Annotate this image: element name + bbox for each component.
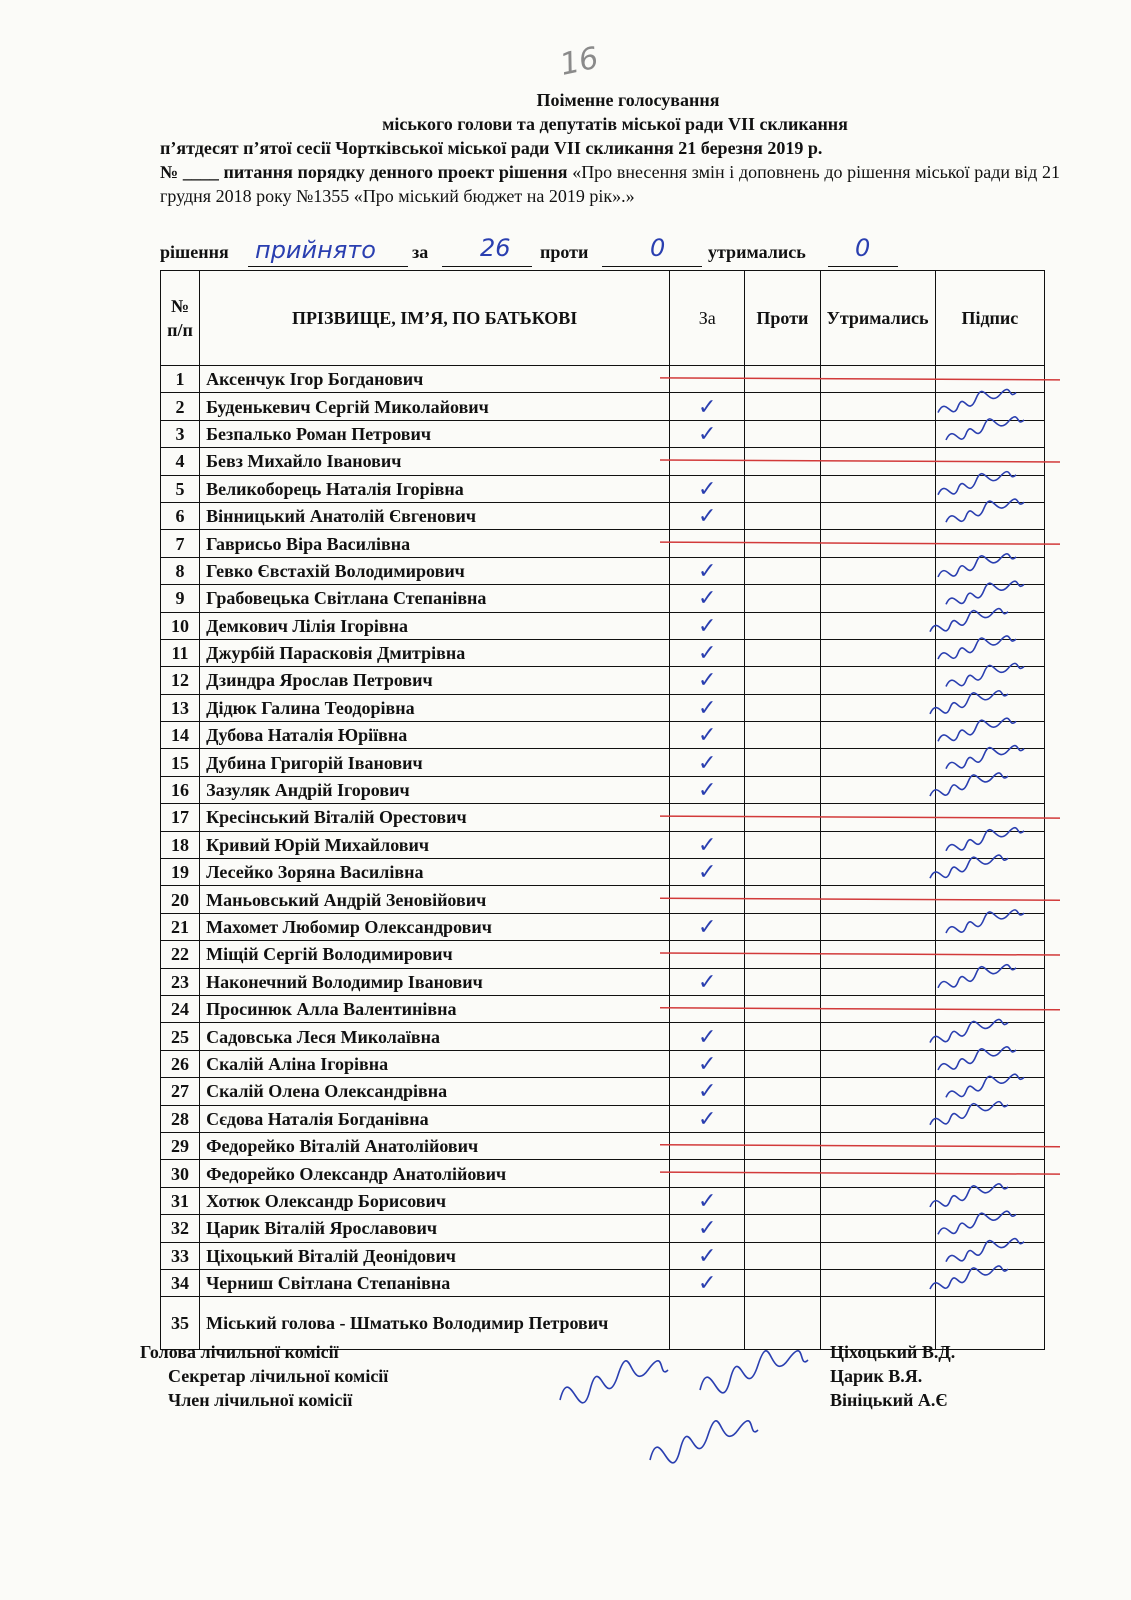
table-row [161, 804, 1045, 831]
table-row [161, 1105, 1045, 1132]
document-header [160, 88, 1060, 208]
table-row [161, 420, 1045, 447]
row-vote-abstained [820, 776, 935, 803]
row-number: 23 [161, 968, 200, 995]
row-vote-against [745, 776, 820, 803]
row-vote-abstained [820, 1187, 935, 1214]
secretary-role: Секретар лічильної комісії [168, 1366, 389, 1386]
table-row [161, 366, 1045, 393]
row-signature [935, 859, 1044, 886]
row-name: Буденькевич Сергій Миколайович [200, 393, 670, 420]
row-signature [935, 1215, 1044, 1242]
row-vote-abstained [820, 393, 935, 420]
table-row [161, 1023, 1045, 1050]
row-number: 4 [161, 448, 200, 475]
row-name: Махомет Любомир Олександрович [200, 913, 670, 940]
row-signature [935, 530, 1044, 557]
row-name: Великоборець Наталія Ігорівна [200, 475, 670, 502]
row-vote-against [745, 1023, 820, 1050]
row-number: 14 [161, 722, 200, 749]
table-row [161, 1160, 1045, 1187]
row-name: Дубина Григорій Іванович [200, 749, 670, 776]
row-signature [935, 941, 1044, 968]
row-vote-against [745, 1160, 820, 1187]
row-vote-abstained [820, 612, 935, 639]
row-signature [935, 1050, 1044, 1077]
row-vote-for: ✓ [670, 667, 745, 694]
header-against: Проти [745, 271, 820, 366]
row-vote-abstained [820, 995, 935, 1022]
row-vote-for: ✓ [670, 1023, 745, 1050]
row-vote-against [745, 1050, 820, 1077]
row-vote-against [745, 366, 820, 393]
row-number: 11 [161, 639, 200, 666]
row-vote-abstained [820, 366, 935, 393]
row-vote-for [670, 941, 745, 968]
row-signature [935, 776, 1044, 803]
header-abstained: Утримались [820, 271, 935, 366]
row-vote-abstained [820, 831, 935, 858]
header-signature: Підпис [935, 271, 1044, 366]
row-vote-against [745, 585, 820, 612]
row-vote-against [745, 612, 820, 639]
row-vote-abstained [820, 420, 935, 447]
row-vote-for [670, 1160, 745, 1187]
row-vote-against [745, 804, 820, 831]
row-vote-abstained [820, 1105, 935, 1132]
row-number: 28 [161, 1105, 200, 1132]
table-row [161, 968, 1045, 995]
row-vote-for: ✓ [670, 639, 745, 666]
row-name: Скалій Олена Олександрівна [200, 1078, 670, 1105]
row-vote-against [745, 1187, 820, 1214]
row-vote-against [745, 1132, 820, 1159]
row-signature [935, 1187, 1044, 1214]
row-vote-for: ✓ [670, 585, 745, 612]
table-row [161, 448, 1045, 475]
row-name: Гевко Євстахій Володимирович [200, 557, 670, 584]
row-vote-abstained [820, 1050, 935, 1077]
row-vote-for: ✓ [670, 1187, 745, 1214]
table-row [161, 722, 1045, 749]
header-num: № п/п [161, 271, 200, 366]
row-name: Ціхоцький Віталій Деонідович [200, 1242, 670, 1269]
row-signature [935, 612, 1044, 639]
row-name: Кривий Юрій Михайлович [200, 831, 670, 858]
commission-signature [560, 1361, 668, 1403]
table-row [161, 831, 1045, 858]
table-row [161, 694, 1045, 721]
row-vote-against [745, 859, 820, 886]
table-row [161, 475, 1045, 502]
row-signature [935, 968, 1044, 995]
document-subtitle: міського голови та депутатів міської ради VII скликання [382, 114, 848, 134]
row-vote-for [670, 448, 745, 475]
row-vote-against [745, 941, 820, 968]
against-value: 0 [650, 234, 666, 262]
row-number: 5 [161, 475, 200, 502]
table-row [161, 1132, 1045, 1159]
chair-role: Голова лічильної комісії [140, 1342, 339, 1362]
row-vote-against [745, 420, 820, 447]
table-row [161, 667, 1045, 694]
row-number: 20 [161, 886, 200, 913]
chair-name: Ціхоцький В.Д. [830, 1342, 956, 1362]
header-for: За [670, 271, 745, 366]
row-name: Кресінський Віталій Орестович [200, 804, 670, 831]
row-vote-against [745, 475, 820, 502]
question-prefix: № ____ питання порядку денного проект рішення [160, 162, 573, 182]
decision-value: прийнято [255, 236, 376, 264]
row-vote-abstained [820, 1269, 935, 1296]
row-signature [935, 995, 1044, 1022]
row-signature [935, 694, 1044, 721]
row-vote-against [745, 968, 820, 995]
row-number: 29 [161, 1132, 200, 1159]
row-number: 26 [161, 1050, 200, 1077]
row-vote-against [745, 393, 820, 420]
row-vote-against [745, 1105, 820, 1132]
for-label: за [412, 242, 429, 262]
table-row [161, 1269, 1045, 1296]
row-vote-against [745, 831, 820, 858]
abstained-label: утримались [708, 242, 806, 262]
row-vote-for [670, 530, 745, 557]
row-name: Черниш Світлана Степанівна [200, 1269, 670, 1296]
row-vote-abstained [820, 667, 935, 694]
table-row [161, 776, 1045, 803]
row-vote-abstained [820, 941, 935, 968]
secretary-name: Царик В.Я. [830, 1366, 923, 1386]
question-text: «Про внесення змін і доповнень до рішення міської ради від 21 грудня 2018 року №1355 «Про міський бюджет на 2019 рік».» [160, 162, 1060, 206]
row-name: Зазуляк Андрій Ігорович [200, 776, 670, 803]
row-signature [935, 502, 1044, 529]
row-vote-abstained [820, 1215, 935, 1242]
row-vote-for: ✓ [670, 968, 745, 995]
row-name: Бевз Михайло Іванович [200, 448, 670, 475]
row-vote-for: ✓ [670, 1078, 745, 1105]
row-number: 13 [161, 694, 200, 721]
row-signature [935, 448, 1044, 475]
row-vote-abstained [820, 1132, 935, 1159]
row-vote-against [745, 1215, 820, 1242]
row-vote-for [670, 886, 745, 913]
row-signature [935, 475, 1044, 502]
row-signature [935, 1078, 1044, 1105]
row-number: 3 [161, 420, 200, 447]
row-vote-abstained [820, 886, 935, 913]
row-vote-for: ✓ [670, 1269, 745, 1296]
row-name: Міський голова - Шматько Володимир Петрович [200, 1297, 670, 1350]
row-number: 34 [161, 1269, 200, 1296]
row-signature [935, 1242, 1044, 1269]
row-name: Наконечний Володимир Іванович [200, 968, 670, 995]
row-signature [935, 366, 1044, 393]
row-vote-abstained [820, 968, 935, 995]
row-vote-against [745, 886, 820, 913]
table-row [161, 913, 1045, 940]
table-row [161, 1078, 1045, 1105]
row-vote-for: ✓ [670, 393, 745, 420]
table-row [161, 749, 1045, 776]
row-vote-for: ✓ [670, 776, 745, 803]
against-label: проти [540, 242, 589, 262]
row-vote-for: ✓ [670, 913, 745, 940]
row-vote-against [745, 722, 820, 749]
for-value: 26 [480, 234, 511, 262]
row-vote-for: ✓ [670, 557, 745, 584]
table-row [161, 1050, 1045, 1077]
row-vote-abstained [820, 475, 935, 502]
row-number: 32 [161, 1215, 200, 1242]
member-name: Вініцький А.Є [830, 1390, 948, 1410]
row-number: 22 [161, 941, 200, 968]
row-vote-for: ✓ [670, 749, 745, 776]
row-number: 30 [161, 1160, 200, 1187]
row-name: Скалій Аліна Ігорівна [200, 1050, 670, 1077]
row-vote-against [745, 694, 820, 721]
table-row [161, 393, 1045, 420]
row-vote-for: ✓ [670, 722, 745, 749]
row-name: Вінницький Анатолій Євгенович [200, 502, 670, 529]
row-vote-abstained [820, 639, 935, 666]
row-vote-for: ✓ [670, 1242, 745, 1269]
row-number: 1 [161, 366, 200, 393]
row-vote-against [745, 530, 820, 557]
table-row [161, 585, 1045, 612]
commission-signature [650, 1421, 758, 1463]
table-row [161, 502, 1045, 529]
row-signature [935, 886, 1044, 913]
row-vote-against [745, 913, 820, 940]
row-number: 12 [161, 667, 200, 694]
row-vote-for: ✓ [670, 612, 745, 639]
row-signature [935, 1132, 1044, 1159]
row-signature [935, 913, 1044, 940]
row-signature [935, 639, 1044, 666]
row-number: 21 [161, 913, 200, 940]
row-name: Просинюк Алла Валентинівна [200, 995, 670, 1022]
row-name: Міщій Сергій Володимирович [200, 941, 670, 968]
table-row [161, 530, 1045, 557]
row-vote-for: ✓ [670, 1105, 745, 1132]
row-name: Маньовський Андрій Зеновійович [200, 886, 670, 913]
row-vote-against [745, 1269, 820, 1296]
row-number: 9 [161, 585, 200, 612]
row-vote-abstained [820, 1023, 935, 1050]
table-row [161, 1187, 1045, 1214]
row-vote-abstained [820, 1160, 935, 1187]
row-vote-for: ✓ [670, 831, 745, 858]
row-signature [935, 1023, 1044, 1050]
row-signature [935, 393, 1044, 420]
row-name: Грабовецька Світлана Степанівна [200, 585, 670, 612]
row-signature [935, 667, 1044, 694]
header-name: ПРІЗВИЩЕ, ІМ’Я, ПО БАТЬКОВІ [200, 271, 670, 366]
row-signature [935, 831, 1044, 858]
table-row [161, 1215, 1045, 1242]
row-name: Безпалько Роман Петрович [200, 420, 670, 447]
row-signature [935, 722, 1044, 749]
row-vote-against [745, 502, 820, 529]
commission-signature [700, 1351, 808, 1393]
row-vote-abstained [820, 1078, 935, 1105]
row-vote-against [745, 749, 820, 776]
row-signature [935, 1160, 1044, 1187]
document-title: Поіменне голосування [536, 90, 720, 110]
table-row [161, 1242, 1045, 1269]
row-signature [935, 557, 1044, 584]
row-number: 18 [161, 831, 200, 858]
row-name: Хотюк Олександр Борисович [200, 1187, 670, 1214]
row-vote-against [745, 667, 820, 694]
row-vote-for [670, 1297, 745, 1350]
row-number: 27 [161, 1078, 200, 1105]
row-number: 8 [161, 557, 200, 584]
row-number: 16 [161, 776, 200, 803]
row-signature [935, 1269, 1044, 1296]
abstained-value: 0 [855, 234, 871, 262]
row-vote-for [670, 804, 745, 831]
row-vote-abstained [820, 859, 935, 886]
row-vote-abstained [820, 722, 935, 749]
row-vote-abstained [820, 1242, 935, 1269]
row-number: 7 [161, 530, 200, 557]
row-vote-against [745, 1297, 820, 1350]
table-row [161, 557, 1045, 584]
row-vote-for: ✓ [670, 475, 745, 502]
page-number: 16 [557, 40, 602, 83]
row-vote-against [745, 1242, 820, 1269]
row-number: 31 [161, 1187, 200, 1214]
row-vote-abstained [820, 557, 935, 584]
row-vote-abstained [820, 448, 935, 475]
row-vote-against [745, 995, 820, 1022]
row-signature [935, 1105, 1044, 1132]
row-name: Федорейко Віталій Анатолійович [200, 1132, 670, 1159]
row-name: Лесейко Зоряна Василівна [200, 859, 670, 886]
row-signature [935, 420, 1044, 447]
row-name: Гаврисьо Віра Василівна [200, 530, 670, 557]
table-row [161, 612, 1045, 639]
row-name: Федорейко Олександр Анатолійович [200, 1160, 670, 1187]
row-vote-abstained [820, 913, 935, 940]
row-number: 19 [161, 859, 200, 886]
table-row [161, 639, 1045, 666]
row-name: Джурбій Парасковія Дмитрівна [200, 639, 670, 666]
row-vote-against [745, 557, 820, 584]
table-row [161, 859, 1045, 886]
row-number: 2 [161, 393, 200, 420]
row-vote-against [745, 639, 820, 666]
row-vote-for: ✓ [670, 1050, 745, 1077]
row-vote-for: ✓ [670, 1215, 745, 1242]
row-vote-abstained [820, 585, 935, 612]
row-vote-for [670, 1132, 745, 1159]
row-vote-for: ✓ [670, 859, 745, 886]
row-name: Аксенчук Ігор Богданович [200, 366, 670, 393]
row-vote-abstained [820, 694, 935, 721]
row-name: Садовська Леся Миколаївна [200, 1023, 670, 1050]
member-role: Член лічильної комісії [168, 1390, 353, 1410]
row-vote-for: ✓ [670, 694, 745, 721]
row-number: 10 [161, 612, 200, 639]
row-number: 35 [161, 1297, 200, 1350]
vote-table [160, 270, 1045, 1350]
row-vote-for [670, 366, 745, 393]
table-row [161, 886, 1045, 913]
row-vote-abstained [820, 502, 935, 529]
row-name: Сєдова Наталія Богданівна [200, 1105, 670, 1132]
table-row [161, 941, 1045, 968]
row-number: 33 [161, 1242, 200, 1269]
row-vote-abstained [820, 530, 935, 557]
row-name: Царик Віталій Ярославович [200, 1215, 670, 1242]
row-vote-abstained [820, 804, 935, 831]
row-number: 15 [161, 749, 200, 776]
row-vote-abstained [820, 749, 935, 776]
row-vote-for: ✓ [670, 502, 745, 529]
row-number: 25 [161, 1023, 200, 1050]
row-vote-for [670, 995, 745, 1022]
row-signature [935, 804, 1044, 831]
row-vote-against [745, 1078, 820, 1105]
row-number: 24 [161, 995, 200, 1022]
table-row [161, 995, 1045, 1022]
row-signature [935, 585, 1044, 612]
row-name: Демкович Лілія Ігорівна [200, 612, 670, 639]
row-signature [935, 749, 1044, 776]
vote-result-line [160, 234, 1040, 270]
row-number: 6 [161, 502, 200, 529]
decision-label: рішення [160, 242, 229, 262]
row-name: Дзиндра Ярослав Петрович [200, 667, 670, 694]
question-line [160, 160, 1060, 208]
table-header-row [161, 271, 1045, 366]
row-vote-against [745, 448, 820, 475]
session-line: п’ятдесят п’ятої сесії Чортківської міської ради VII скликання 21 березня 2019 р. [160, 138, 823, 158]
row-name: Дубова Наталія Юріївна [200, 722, 670, 749]
row-name: Дідюк Галина Теодорівна [200, 694, 670, 721]
row-vote-for: ✓ [670, 420, 745, 447]
row-number: 17 [161, 804, 200, 831]
